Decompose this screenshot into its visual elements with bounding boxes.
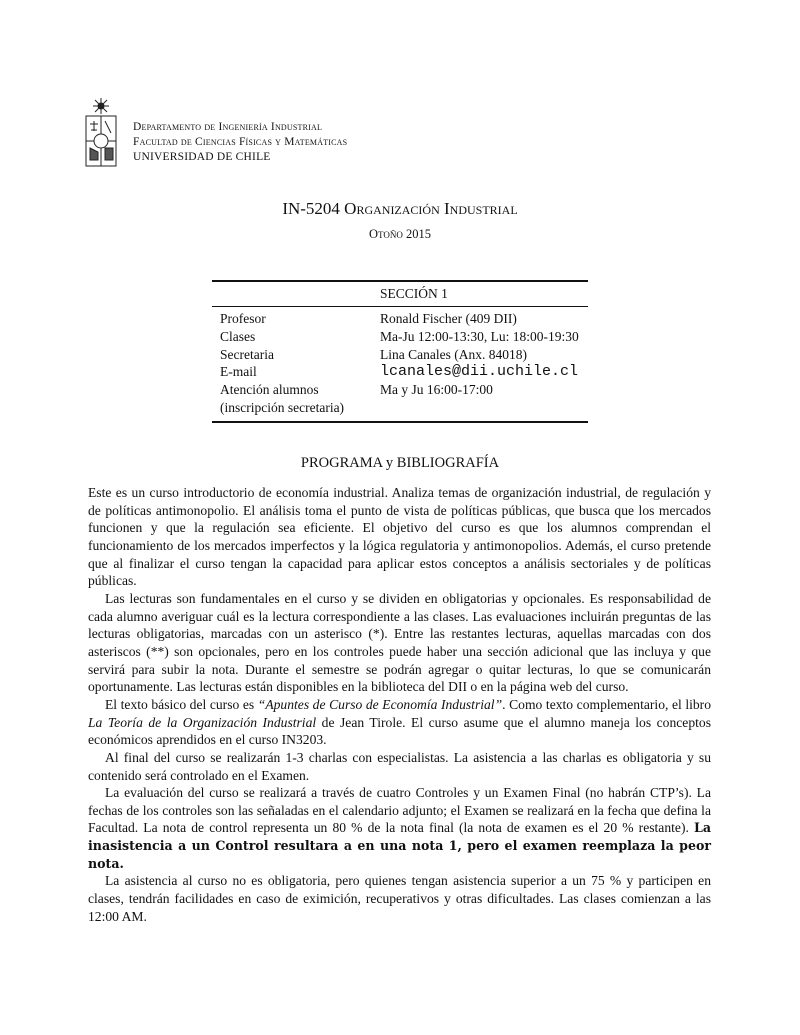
row-value: Ma y Ju 16:00-17:00 — [380, 382, 493, 398]
university-crest-icon — [84, 96, 118, 168]
table-row — [212, 328, 588, 346]
text: de Jean Tirole. El curso asume que el alumno maneja los conceptos económicos aprendidos en el curso IN3203. — [88, 714, 711, 748]
course-term: Otoño 2015 — [369, 227, 431, 241]
table-header — [212, 282, 588, 307]
department-name: Departamento de Ingeniería Industrial — [133, 121, 323, 133]
row-value: Lina Canales (Anx. 84018) — [380, 346, 527, 362]
text: . Como texto complementario, el libro — [502, 696, 712, 712]
course-title: IN-5204 Organización Industrial — [282, 199, 518, 218]
table-row — [212, 399, 588, 417]
paragraph: La asistencia al curso no es obligatoria, pero quienes tengan asistencia superior a un 75 % y participen en clases, tendrán facilidades en caso de eximición, recuperativos y otras dificultades. Las clases comienzan a las 12:00 AM. — [88, 873, 711, 924]
table-row — [212, 381, 588, 399]
row-value: Ma-Ju 12:00-13:30, Lu: 18:00-19:30 — [380, 328, 579, 344]
row-label: Profesor — [220, 311, 266, 326]
row-label: Secretaria — [220, 346, 274, 362]
email-link[interactable]: lcanales@dii.uchile.cl — [380, 363, 579, 381]
row-value: Ronald Fischer (409 DII) — [380, 311, 517, 326]
book-title: La Teoría de la Organización Industrial — [88, 714, 317, 730]
paragraph — [88, 696, 711, 749]
row-label: E-mail — [220, 364, 257, 380]
program-body — [88, 484, 711, 925]
program-heading: PROGRAMA y BIBLIOGRAFÍA — [300, 455, 500, 471]
paragraph: Al final del curso se realizarán 1-3 charlas con especialistas. La asistencia a las charlas es obligatoria y su contenido será controlado en el Examen. — [88, 749, 711, 783]
paragraph: Este es un curso introductorio de economía industrial. Analiza temas de organización industrial, de regulación y de políticas antimonopolio. El análisis toma el punto de vista de políticas públicas, que busca que los mercados funcionen y que la regulación sea eficiente. El objetivo del curso es que los alumnos comprendan el funcionamiento de los mercados imperfectos y la lógica regulatoria y antimonopolios. Además, el curso pretende que al finalizar el curso tengan la capacidad para aplicar estos conceptos a análisis sectoriales y de políticas públicas. — [88, 485, 711, 589]
row-label: Clases — [220, 328, 256, 344]
section-heading: SECCIÓN 1 — [380, 286, 448, 301]
faculty-name: Facultad de Ciencias Físicas y Matemáticas — [133, 136, 348, 148]
table-row — [212, 310, 588, 328]
section-info-table — [212, 280, 588, 423]
table-row — [212, 346, 588, 364]
row-label: Atención alumnos — [220, 382, 319, 398]
university-name: UNIVERSIDAD DE CHILE — [133, 151, 271, 163]
book-title: “Apuntes de Curso de Economía Industrial” — [257, 696, 503, 712]
text: La evaluación del curso se realizará a través de cuatro Controles y un Examen Final (no habrán CTP’s). La fechas de los controles son las señaladas en el calendario adjunto; el Examen se realizará en la fecha que defina la Facultad. La nota de control representa un 80 % de la nota final (la nota de examen es el 20 % restante). — [88, 785, 711, 836]
text: El texto básico del curso es — [105, 696, 258, 712]
row-label: (inscripción secretaria) — [220, 399, 345, 415]
paragraph — [88, 784, 711, 872]
table-row — [212, 363, 588, 381]
paragraph: Las lecturas son fundamentales en el curso y se dividen en obligatorias y opcionales. Es responsabilidad de cada alumno averiguar cuál es la lectura correspondiente a las clases. Las evaluaciones incluirán preguntas de las lecturas obligatorias, marcadas con un asterisco (*). Entre las restantes lecturas, aquellas marcadas con dos asteriscos (**) son opcionales, pero en los controles puede haber una sección adicional que las incluya y que servirá para subir la nota. Durante el semestre se podrán agregar o quitar lecturas, lo que se comunicarán oportunamente. Las lecturas están disponibles en la biblioteca del DII o en la página web del curso. — [88, 590, 711, 695]
bold-warning: La inasistencia a un Control resultara a en una nota 1, pero el examen reemplaza la peor nota. — [88, 820, 711, 871]
